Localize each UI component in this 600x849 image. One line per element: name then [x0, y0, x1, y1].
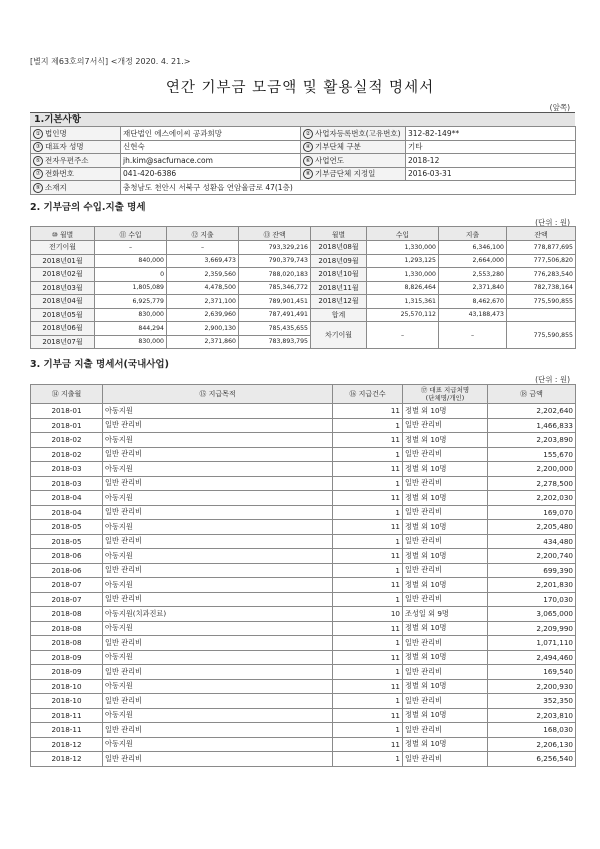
exp-month: 2018-04: [31, 491, 103, 506]
exp-recipient: 정별 외 10명: [403, 462, 488, 477]
fin-balance: 789,901,451: [239, 295, 311, 309]
expense-row: [31, 505, 576, 520]
exp-count: 11: [333, 679, 403, 694]
exp-month: 2018-02: [31, 433, 103, 448]
exp-purpose: 일반 관리비: [103, 505, 333, 520]
basic-info-label: [31, 140, 121, 154]
fin-income: 6,925,779: [95, 295, 167, 309]
exp-amount: 2,203,890: [488, 433, 576, 448]
exp-month: 2018-08: [31, 636, 103, 651]
section1-title: 1.기본사항: [34, 114, 81, 125]
fin-carry-label: 차기이월: [311, 322, 367, 349]
exp-purpose: 아동지원: [103, 679, 333, 694]
fin-header-income: ⑪ 수입: [95, 227, 167, 241]
item-number-icon: ④: [303, 142, 313, 152]
item-number-icon: ①: [33, 129, 43, 139]
address-label: 소재지: [45, 182, 67, 192]
fin-header-balance: ⑬ 잔액: [239, 227, 311, 241]
fin-month: 2018년11월: [311, 281, 367, 295]
exp-header-amount: ⑱ 금액: [488, 385, 576, 404]
exp-month: 2018-07: [31, 592, 103, 607]
exp-count: 11: [333, 491, 403, 506]
fin-header-expense2: 지출: [439, 227, 507, 241]
exp-amount: 699,390: [488, 563, 576, 578]
fin-expense: 2,553,280: [439, 268, 507, 282]
fin-month: 2018년12월: [311, 295, 367, 309]
exp-purpose: 아동지원: [103, 650, 333, 665]
expense-row: [31, 549, 576, 564]
finance-row: [31, 308, 576, 322]
section3-title: 3. 기부금 지출 명세서(국내사업): [30, 359, 169, 370]
exp-month: 2018-09: [31, 650, 103, 665]
exp-purpose: 아동지원: [103, 549, 333, 564]
exp-month: 2018-06: [31, 563, 103, 578]
field-label: 전화번호: [45, 169, 74, 179]
exp-month: 2018-08: [31, 607, 103, 622]
fin-month: 2018년06월: [31, 322, 95, 336]
fin-balance: 790,379,743: [239, 254, 311, 268]
basic-info-label: [301, 127, 406, 141]
expense-row: [31, 752, 576, 767]
expense-row: [31, 665, 576, 680]
exp-purpose: 일반 관리비: [103, 752, 333, 767]
fin-income: 830,000: [95, 335, 167, 349]
expense-row: [31, 737, 576, 752]
item-number-icon: ⑧: [303, 169, 313, 179]
exp-recipient: 정별 외 10명: [403, 491, 488, 506]
exp-count: 1: [333, 476, 403, 491]
fin-income: 1,293,125: [367, 254, 439, 268]
item-number-icon: ⑤: [33, 156, 43, 166]
fin-balance: 777,506,820: [507, 254, 576, 268]
exp-count: 11: [333, 650, 403, 665]
exp-amount: 168,030: [488, 723, 576, 738]
finance-row: [31, 254, 576, 268]
exp-amount: 2,202,030: [488, 491, 576, 506]
exp-amount: 352,350: [488, 694, 576, 709]
exp-recipient: 일반 관리비: [403, 752, 488, 767]
exp-header-count: ⑯ 지급건수: [333, 385, 403, 404]
exp-recipient: 정별 외 10명: [403, 404, 488, 419]
exp-month: 2018-11: [31, 708, 103, 723]
exp-purpose: 일반 관리비: [103, 694, 333, 709]
fin-expense: 2,664,000: [439, 254, 507, 268]
address-row: [31, 181, 576, 195]
exp-purpose: 일반 관리비: [103, 723, 333, 738]
exp-recipient: 정별 외 10명: [403, 708, 488, 723]
exp-purpose: 아동지원: [103, 491, 333, 506]
expense-row: [31, 607, 576, 622]
exp-amount: 2,203,810: [488, 708, 576, 723]
exp-purpose: 일반 관리비: [103, 563, 333, 578]
finance-table: [30, 226, 576, 349]
field-label: 사업연도: [315, 155, 344, 165]
fin-expense: 8,462,670: [439, 295, 507, 309]
exp-purpose: 아동지원: [103, 462, 333, 477]
exp-amount: 2,202,640: [488, 404, 576, 419]
page-title: 연간 기부금 모금액 및 활용실적 명세서: [165, 80, 435, 96]
expense-row: [31, 679, 576, 694]
fin-total-label: 합계: [311, 308, 367, 322]
finance-row: [31, 281, 576, 295]
item-number-icon: ②: [303, 129, 313, 139]
expense-row: [31, 621, 576, 636]
exp-header-month: ⑭ 지출월: [31, 385, 103, 404]
basic-info-label: [301, 154, 406, 168]
front-back-label: (앞쪽): [549, 103, 570, 112]
fin-month: 2018년10월: [311, 268, 367, 282]
basic-info-value: 312-82-149**: [406, 127, 576, 141]
field-label: 사업자등록번호(고유번호): [315, 128, 401, 138]
exp-count: 11: [333, 433, 403, 448]
fin-income: 1,805,089: [95, 281, 167, 295]
exp-amount: 6,256,540: [488, 752, 576, 767]
exp-month: 2018-03: [31, 462, 103, 477]
expense-row: [31, 592, 576, 607]
exp-recipient: 조성일 외 9명: [403, 607, 488, 622]
exp-recipient: 일반 관리비: [403, 592, 488, 607]
exp-amount: 169,540: [488, 665, 576, 680]
exp-count: 1: [333, 665, 403, 680]
exp-purpose: 일반 관리비: [103, 534, 333, 549]
exp-month: 2018-11: [31, 723, 103, 738]
exp-count: 1: [333, 723, 403, 738]
fin-income: 0: [95, 268, 167, 282]
basic-info-label: [301, 167, 406, 181]
exp-month: 2018-01: [31, 404, 103, 419]
fin-income: 840,000: [95, 254, 167, 268]
basic-info-row: [31, 140, 576, 154]
exp-count: 1: [333, 563, 403, 578]
exp-count: 1: [333, 418, 403, 433]
fin-balance: 785,346,772: [239, 281, 311, 295]
exp-amount: 3,065,000: [488, 607, 576, 622]
exp-amount: 2,200,740: [488, 549, 576, 564]
section2-title: 2. 기부금의 수입.지출 명세: [30, 202, 146, 213]
exp-count: 1: [333, 592, 403, 607]
expense-row: [31, 404, 576, 419]
exp-purpose: 아동지원: [103, 404, 333, 419]
section1-header: [30, 112, 575, 127]
finance-row: [31, 322, 576, 336]
fin-balance: 783,893,795: [239, 335, 311, 349]
exp-header-recipient: ⑰ 대표 지급처명 (단체명/개인): [403, 385, 488, 404]
exp-count: 11: [333, 708, 403, 723]
exp-recipient: 정별 외 10명: [403, 737, 488, 752]
fin-month: 2018년02월: [31, 268, 95, 282]
exp-count: 1: [333, 694, 403, 709]
exp-amount: 170,030: [488, 592, 576, 607]
exp-month: 2018-12: [31, 737, 103, 752]
exp-month: 2018-08: [31, 621, 103, 636]
fin-month: 2018년01월: [31, 254, 95, 268]
fin-total-balance: [507, 308, 576, 322]
exp-purpose: 일반 관리비: [103, 636, 333, 651]
finance-row: [31, 295, 576, 309]
basic-info-label: [301, 140, 406, 154]
expense-row: [31, 433, 576, 448]
exp-amount: 1,071,110: [488, 636, 576, 651]
exp-recipient: 일반 관리비: [403, 694, 488, 709]
address-label-cell: [31, 181, 121, 195]
exp-amount: 434,480: [488, 534, 576, 549]
expense-row: [31, 636, 576, 651]
exp-recipient: 일반 관리비: [403, 723, 488, 738]
fin-carry-income: –: [367, 322, 439, 349]
expense-row: [31, 476, 576, 491]
fin-header-expense: ⑫ 지출: [167, 227, 239, 241]
basic-info-value: 재단법인 에스에이씨 공과희망: [121, 127, 301, 141]
fin-month: 2018년09월: [311, 254, 367, 268]
item-number-icon: ⑥: [303, 156, 313, 166]
exp-purpose: 아동지원(치과진료): [103, 607, 333, 622]
fin-expense: 2,371,860: [167, 335, 239, 349]
fin-month: 2018년03월: [31, 281, 95, 295]
fin-month: 전기이월: [31, 241, 95, 255]
expense-row: [31, 578, 576, 593]
exp-amount: 169,070: [488, 505, 576, 520]
basic-info-table: [30, 126, 576, 195]
basic-info-value: 041-420-6386: [121, 167, 301, 181]
field-label: 대표자 성명: [45, 142, 84, 152]
fin-header-balance2: 잔액: [507, 227, 576, 241]
exp-amount: 2,494,460: [488, 650, 576, 665]
fin-income: 830,000: [95, 308, 167, 322]
expense-row: [31, 650, 576, 665]
item-number-icon: ③: [33, 142, 43, 152]
expense-row: [31, 447, 576, 462]
exp-recipient: 정별 외 10명: [403, 520, 488, 535]
exp-recipient: 일반 관리비: [403, 563, 488, 578]
exp-amount: 2,206,130: [488, 737, 576, 752]
exp-count: 11: [333, 737, 403, 752]
expense-row: [31, 491, 576, 506]
exp-month: 2018-04: [31, 505, 103, 520]
exp-purpose: 아동지원: [103, 433, 333, 448]
exp-month: 2018-10: [31, 679, 103, 694]
fin-total-income: 25,570,112: [367, 308, 439, 322]
exp-month: 2018-02: [31, 447, 103, 462]
exp-count: 11: [333, 621, 403, 636]
field-label: 법인명: [45, 128, 67, 138]
exp-month: 2018-01: [31, 418, 103, 433]
fin-balance: 776,283,540: [507, 268, 576, 282]
expense-row: [31, 520, 576, 535]
basic-info-row: [31, 127, 576, 141]
exp-amount: 2,205,480: [488, 520, 576, 535]
fin-carry-expense: –: [439, 322, 507, 349]
exp-count: 11: [333, 462, 403, 477]
exp-purpose: 아동지원: [103, 708, 333, 723]
basic-info-value: 기타: [406, 140, 576, 154]
fin-income: 1,330,000: [367, 268, 439, 282]
address-value: 충청남도 천안시 서북구 성환읍 연암율금로 47(1층): [121, 181, 576, 195]
section2-unit: (단위 : 원): [535, 218, 570, 227]
expense-row: [31, 723, 576, 738]
exp-purpose: 일반 관리비: [103, 592, 333, 607]
exp-recipient: 정별 외 10명: [403, 549, 488, 564]
exp-month: 2018-05: [31, 534, 103, 549]
exp-amount: 2,201,830: [488, 578, 576, 593]
exp-month: 2018-12: [31, 752, 103, 767]
fin-balance: 778,877,695: [507, 241, 576, 255]
fin-expense: 2,371,100: [167, 295, 239, 309]
exp-amount: 2,278,500: [488, 476, 576, 491]
fin-header-month: ⑩ 월별: [31, 227, 95, 241]
fin-income: 844,294: [95, 322, 167, 336]
basic-info-row: [31, 154, 576, 168]
exp-recipient: 일반 관리비: [403, 665, 488, 680]
fin-month: 2018년05월: [31, 308, 95, 322]
expense-row: [31, 462, 576, 477]
fin-header-income2: 수입: [367, 227, 439, 241]
fin-expense: 6,346,100: [439, 241, 507, 255]
basic-info-label: [31, 154, 121, 168]
exp-purpose: 아동지원: [103, 578, 333, 593]
basic-info-label: [31, 167, 121, 181]
exp-count: 1: [333, 534, 403, 549]
exp-recipient: 일반 관리비: [403, 418, 488, 433]
exp-count: 1: [333, 636, 403, 651]
exp-recipient: 정별 외 10명: [403, 621, 488, 636]
exp-purpose: 아동지원: [103, 520, 333, 535]
exp-recipient: 정별 외 10명: [403, 433, 488, 448]
fin-balance: 788,020,183: [239, 268, 311, 282]
exp-month: 2018-06: [31, 549, 103, 564]
section3-unit: (단위 : 원): [535, 375, 570, 384]
fin-income: 8,826,464: [367, 281, 439, 295]
exp-recipient: 일반 관리비: [403, 447, 488, 462]
field-label: 전자우편주소: [45, 155, 89, 165]
basic-info-label: [31, 127, 121, 141]
fin-expense: 2,900,130: [167, 322, 239, 336]
expense-row: [31, 534, 576, 549]
exp-count: 1: [333, 505, 403, 520]
exp-amount: 2,209,990: [488, 621, 576, 636]
fin-month: 2018년08월: [311, 241, 367, 255]
fin-income: 1,330,000: [367, 241, 439, 255]
exp-recipient: 일반 관리비: [403, 505, 488, 520]
fin-income: 1,315,361: [367, 295, 439, 309]
exp-purpose: 아동지원: [103, 737, 333, 752]
expense-row: [31, 708, 576, 723]
exp-purpose: 아동지원: [103, 621, 333, 636]
exp-count: 10: [333, 607, 403, 622]
fin-carry-balance: 775,590,855: [507, 322, 576, 349]
basic-info-value: 2016-03-31: [406, 167, 576, 181]
exp-recipient: 일반 관리비: [403, 476, 488, 491]
fin-balance: 793,329,216: [239, 241, 311, 255]
exp-recipient: 정별 외 10명: [403, 578, 488, 593]
fin-total-expense: 43,188,473: [439, 308, 507, 322]
field-label: 기부금단체 지정일: [315, 169, 376, 179]
basic-info-value: jh.kim@sacfurnace.com: [121, 154, 301, 168]
exp-purpose: 일반 관리비: [103, 476, 333, 491]
exp-month: 2018-09: [31, 665, 103, 680]
expense-row: [31, 694, 576, 709]
exp-purpose: 일반 관리비: [103, 447, 333, 462]
exp-amount: 2,200,000: [488, 462, 576, 477]
fin-income: –: [95, 241, 167, 255]
exp-count: 11: [333, 578, 403, 593]
exp-amount: 2,200,930: [488, 679, 576, 694]
item-number-icon: ⑦: [33, 169, 43, 179]
exp-purpose: 일반 관리비: [103, 665, 333, 680]
exp-recipient: 일반 관리비: [403, 636, 488, 651]
exp-recipient: 정별 외 10명: [403, 650, 488, 665]
exp-amount: 1,466,833: [488, 418, 576, 433]
fin-balance: 782,738,164: [507, 281, 576, 295]
exp-purpose: 일반 관리비: [103, 418, 333, 433]
exp-count: 11: [333, 404, 403, 419]
fin-month: 2018년07월: [31, 335, 95, 349]
exp-header-purpose: ⑮ 지급목적: [103, 385, 333, 404]
exp-month: 2018-10: [31, 694, 103, 709]
expense-row: [31, 418, 576, 433]
basic-info-row: [31, 167, 576, 181]
exp-month: 2018-07: [31, 578, 103, 593]
field-label: 기부단체 구분: [315, 142, 361, 152]
fin-expense: 3,669,473: [167, 254, 239, 268]
exp-recipient: 정별 외 10명: [403, 679, 488, 694]
basic-info-value: 2018-12: [406, 154, 576, 168]
expense-detail-table: [30, 384, 576, 767]
exp-month: 2018-03: [31, 476, 103, 491]
exp-recipient: 일반 관리비: [403, 534, 488, 549]
fin-header-month2: 월별: [311, 227, 367, 241]
fin-expense: 2,371,840: [439, 281, 507, 295]
basic-info-value: 신현숙: [121, 140, 301, 154]
fin-balance: 775,590,855: [507, 295, 576, 309]
fin-month: 2018년04월: [31, 295, 95, 309]
form-label: [별지 제63호의7서식] <개정 2020. 4. 21.>: [30, 57, 191, 66]
fin-balance: 787,491,491: [239, 308, 311, 322]
expense-row: [31, 563, 576, 578]
fin-balance: 785,435,655: [239, 322, 311, 336]
exp-count: 11: [333, 549, 403, 564]
fin-expense: 4,478,500: [167, 281, 239, 295]
exp-count: 1: [333, 447, 403, 462]
item-number-icon: ⑨: [33, 183, 43, 193]
finance-row: [31, 268, 576, 282]
exp-count: 11: [333, 520, 403, 535]
finance-row: [31, 241, 576, 255]
exp-amount: 155,670: [488, 447, 576, 462]
fin-expense: –: [167, 241, 239, 255]
fin-expense: 2,639,960: [167, 308, 239, 322]
fin-expense: 2,359,560: [167, 268, 239, 282]
exp-count: 1: [333, 752, 403, 767]
exp-month: 2018-05: [31, 520, 103, 535]
